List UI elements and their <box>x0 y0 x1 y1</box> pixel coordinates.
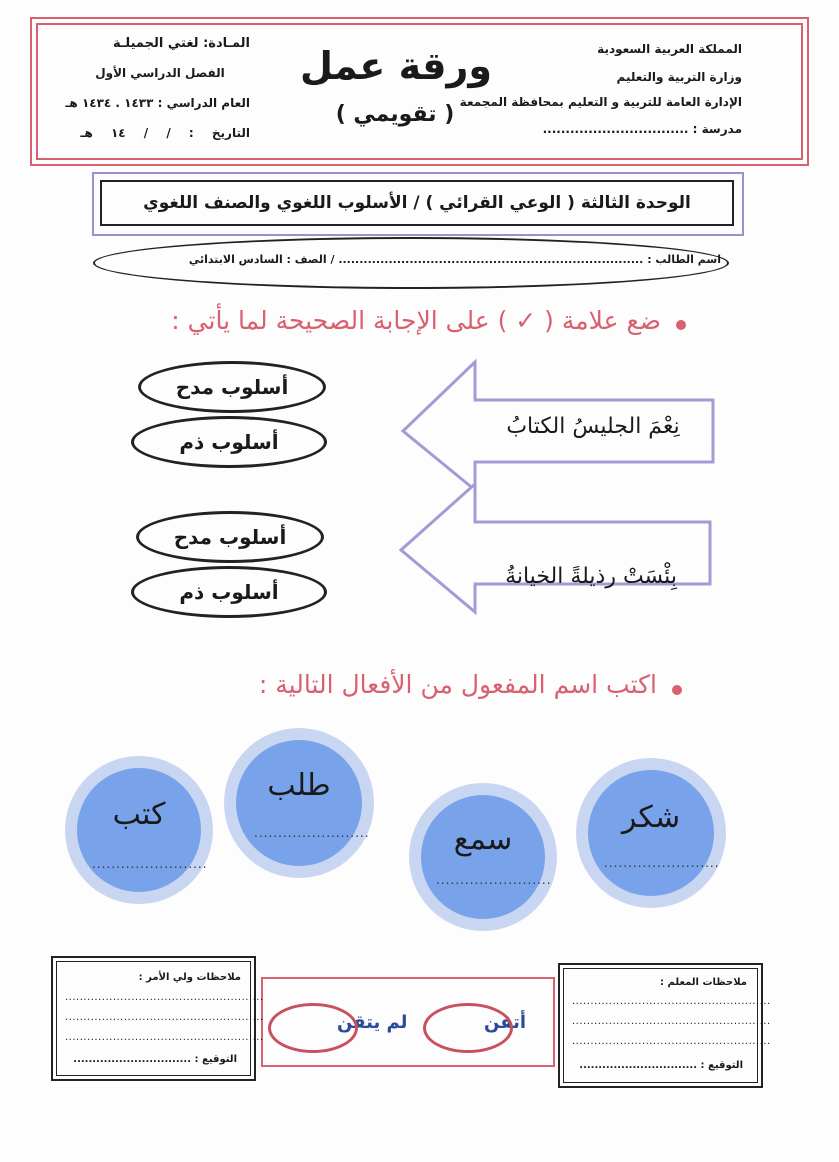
bullet-exercise-2 <box>672 685 682 695</box>
verb-word-1: شكر <box>621 800 681 835</box>
student-name-row <box>189 253 721 266</box>
option-1-praise[interactable]: أسلوب مدح <box>138 361 326 413</box>
verb-word-3: طلب <box>267 768 331 803</box>
exercise-1-instruction: ضع علامة ( ✓ ) على الإجابة الصحيحة لما يأتي : <box>171 306 661 335</box>
school-label: مدرسة : <box>692 122 742 136</box>
parent-signature-label: التوقيع : <box>194 1054 237 1065</box>
verb-answer-1[interactable]: ........................ <box>604 856 720 870</box>
parent-notes-line-1[interactable]: ...................................................... <box>65 992 264 1003</box>
option-2-dispraise[interactable]: أسلوب ذم <box>131 566 327 618</box>
parent-signature-row <box>73 1054 237 1065</box>
arrow-shape-2 <box>401 484 710 612</box>
teacher-signature-dots[interactable]: ............................... <box>579 1060 698 1071</box>
teacher-notes-line-3[interactable]: ...................................................... <box>572 1036 771 1047</box>
student-name-dots[interactable]: ......................................................................... <box>338 253 644 266</box>
verb-answer-2[interactable]: ........................ <box>436 873 552 887</box>
verb-circle-3 <box>236 740 362 866</box>
teacher-notes-line-1[interactable]: ...................................................... <box>572 996 771 1007</box>
school-dots: ................................ <box>542 122 689 136</box>
not-mastered-label: لم يتقن <box>337 1012 408 1033</box>
mastered-label: أتقن <box>484 1012 527 1033</box>
exercise-1-sentence-1: نِعْمَ الجليسُ الكتابُ <box>506 414 680 439</box>
teacher-signature-label: التوقيع : <box>700 1060 743 1071</box>
header-subject: المـادة: لغتي الجميلـة <box>112 36 250 51</box>
header-school-label <box>543 122 742 136</box>
not-mastered-oval[interactable] <box>268 1003 358 1053</box>
parent-signature-dots[interactable]: ............................... <box>73 1054 192 1065</box>
option-2-praise[interactable]: أسلوب مدح <box>136 511 324 563</box>
mastered-oval[interactable] <box>423 1003 513 1053</box>
teacher-signature-row <box>579 1060 743 1071</box>
exercise-2-instruction: اكتب اسم المفعول من الأفعال التالية : <box>258 670 657 699</box>
header-semester: الفصل الدراسي الأول <box>95 66 225 80</box>
unit-title: الوحدة الثالثة ( الوعي القرائي ) / الأسلوب اللغوي والصنف اللغوي <box>100 180 734 226</box>
page-subtitle: ( تقويمي ) <box>335 102 455 127</box>
exercise-1-sentence-2: بِئْسَتْ رذيلةً الخيانةُ <box>505 564 677 589</box>
verb-answer-4[interactable]: ........................ <box>92 857 208 871</box>
bullet-exercise-1 <box>676 320 686 330</box>
header-administration: الإدارة العامة للتربية و التعليم بمحافظة المجمعة <box>459 95 742 109</box>
verb-answer-3[interactable]: ........................ <box>254 826 370 840</box>
page-title: ورقة عمل <box>299 44 492 88</box>
student-name-label: اسم الطالب : <box>647 253 721 266</box>
student-class-label: / الصف : السادس الابتدائي <box>188 253 335 266</box>
parent-notes-title: ملاحظات ولي الأمر : <box>138 972 241 983</box>
header-date: التاريخ : / / ١٤ هـ <box>80 126 250 140</box>
teacher-notes-title: ملاحظات المعلم : <box>660 977 747 988</box>
parent-notes-line-2[interactable]: ...................................................... <box>65 1012 264 1023</box>
teacher-notes-line-2[interactable]: ...................................................... <box>572 1016 771 1027</box>
header-kingdom: المملكة العربية السعودية <box>597 42 742 56</box>
verb-circle-2 <box>421 795 545 919</box>
verb-word-2: سمع <box>453 822 513 857</box>
header-ministry: وزارة التربية والتعليم <box>616 70 742 84</box>
verb-word-4: كتب <box>112 797 166 832</box>
option-1-dispraise[interactable]: أسلوب ذم <box>131 416 327 468</box>
parent-notes-line-3[interactable]: ...................................................... <box>65 1032 264 1043</box>
header-year: العام الدراسي : ١٤٣٣ . ١٤٣٤ هـ <box>65 96 250 110</box>
